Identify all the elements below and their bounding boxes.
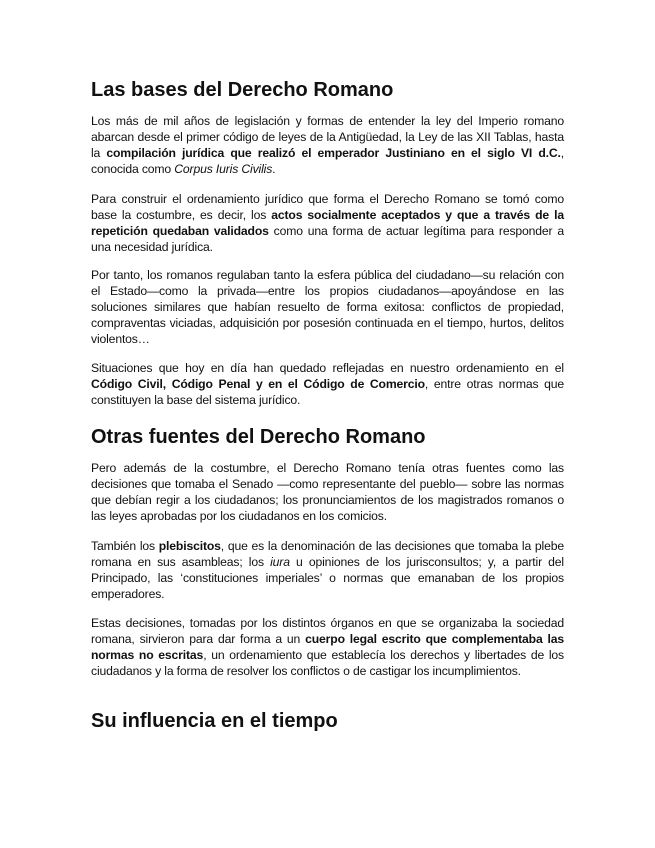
text-run: Situaciones que hoy en día han quedado reflejadas en nuestro ordenamiento en el xyxy=(91,361,564,375)
text-run: También los xyxy=(91,539,159,553)
paragraph-esfera-publica xyxy=(91,268,564,348)
bold-text: Código Civil, Código Penal y en el Código de Comercio xyxy=(91,376,425,391)
section-heading-bases: Las bases del Derecho Romano xyxy=(91,79,394,101)
paragraph-situaciones xyxy=(91,361,564,409)
bold-text: cuerpo legal escrito que complementaba las normas no escritas xyxy=(91,631,564,662)
text-run: , conocida como xyxy=(91,145,565,176)
text-run: . xyxy=(272,161,276,176)
italic-text: iura xyxy=(270,554,290,569)
text-run: u opiniones de los jurisconsultos; y, a partir del Principado, las ‘constituciones imperiales’ o normas que emanaban de los propios emperadores. xyxy=(91,554,564,601)
text-run: Por tanto, los romanos regulaban tanto la esfera pública del ciudadano—su relación con el Estado—como la privada—entre los propios ciudadanos—apoyándose en las soluciones similares que habían resuelto de forma exitosa: conflictos de propiedad, compraventas viciadas, adquisición por posesión continuada en el tiempo, hurtos, delitos violentos… xyxy=(91,268,564,346)
paragraph-intro xyxy=(91,114,564,178)
paragraph-plebiscitos xyxy=(91,539,564,603)
section-heading-influencia: Su influencia en el tiempo xyxy=(91,710,338,732)
text-run: , entre otras normas que constituyen la base del sistema jurídico. xyxy=(91,376,564,407)
paragraph-costumbre xyxy=(91,192,564,256)
text-run: Pero además de la costumbre, el Derecho Romano tenía otras fuentes como las decisiones que tomaba el Senado —como representante del pueblo— sobre las normas que debían regir a los ciudadanos; los pronunciamientos de los magistrados romanos o las leyes aprobadas por los ciudadanos en los comicios. xyxy=(91,461,564,523)
paragraph-senado xyxy=(91,461,564,525)
text-run: Los más de mil años de legislación y formas de entender la ley del Imperio romano abarcan desde el primer código de leyes de la Antigüedad, la Ley de las XII Tablas, hasta la xyxy=(91,114,564,160)
text-run: , un ordenamiento que establecía los derechos y libertades de los ciudadanos y la forma de resolver los conflictos o de castigar los incumplimientos. xyxy=(91,647,564,678)
bold-text: compilación jurídica que realizó el emperador Justiniano en el siglo VI d.C. xyxy=(106,145,561,160)
text-run: Para construir el ordenamiento jurídico que forma el Derecho Romano se tomó como base la costumbre, es decir, los xyxy=(91,192,564,222)
paragraph-decisiones xyxy=(91,616,564,680)
italic-text: Corpus Iuris Civilis xyxy=(174,161,273,176)
text-run: como una forma de actuar legítima para responder a una necesidad jurídica. xyxy=(91,223,564,254)
bold-text: actos socialmente aceptados y que a través de la repetición quedaban validados xyxy=(91,207,564,238)
section-heading-otras-fuentes: Otras fuentes del Derecho Romano xyxy=(91,426,426,448)
text-run: , que es la denominación de las decisiones que tomaba la plebe romana en sus asambleas; los xyxy=(91,539,564,569)
bold-text: plebiscitos xyxy=(158,539,221,553)
text-run: Estas decisiones, tomadas por los distintos órganos en que se organizaba la sociedad romana, sirvieron para dar forma a un xyxy=(91,616,564,646)
